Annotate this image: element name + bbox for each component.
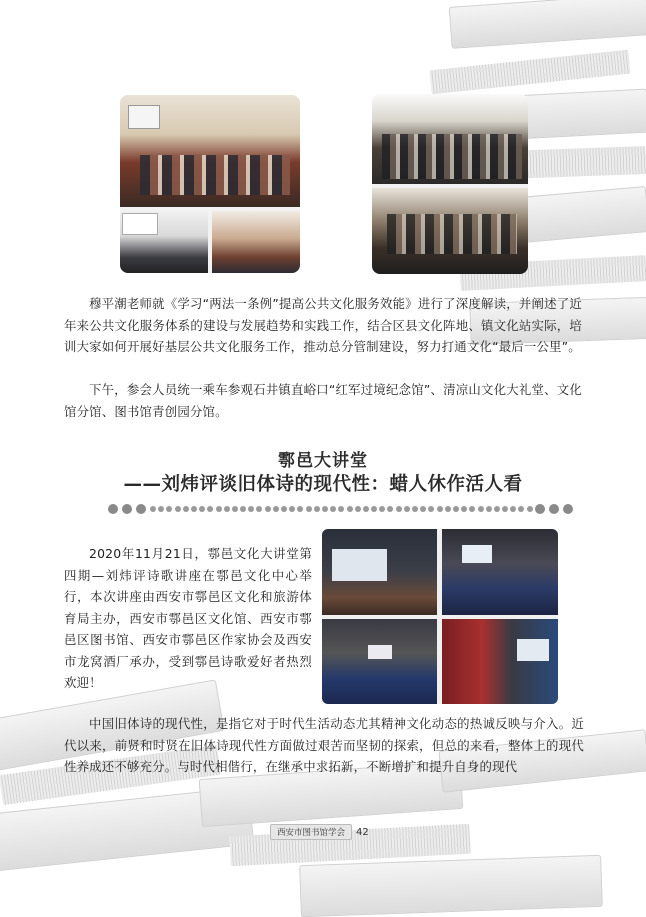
section-subtitle: ——刘炜评谈旧体诗的现代性：蜡人休作活人看 (123, 474, 523, 495)
section2-paragraph-1: 2020年11月21日，鄠邑文化大讲堂第四期—刘炜评诗歌讲座在鄠邑文化中心举行，本次讲座由西安市鄠邑区文化和旅游体育局主办，西安市鄠邑区文化馆、西安市鄠邑区图书馆、西安市鄠邑区作家协会及西安市龙窝酒厂承办，受到鄠邑诗歌爱好者热烈欢迎！ (64, 546, 312, 690)
section1-paragraph-1: 穆平潮老师就《学习“两法一条例”提高公共文化服务效能》进行了深度解读，并阐述了近年来公共文化服务体系的建设与发展趋势和实践工作，结合区县文化阵地、镇文化站实际，培训大家如何开展好基层公共文化服务工作，推动总分管制建设，努力打通文化“最后一公里”。 (64, 296, 582, 354)
decorative-dot-divider (108, 503, 538, 515)
section1-paragraph-2: 下午，参会人员统一乘车参观石井镇直峪口“红军过境纪念馆”、清凉山文化大礼堂、文化馆分馆、图书馆青创园分馆。 (64, 382, 582, 419)
page-number: 42 (356, 826, 369, 838)
lecture-photo-collage (322, 529, 558, 704)
museum-visit-photo-collage (372, 94, 528, 274)
section-title: 鄠邑大讲堂 (278, 451, 368, 471)
section2-paragraph-2: 中国旧体诗的现代性，是指它对于时代生活动态尤其精神文化动态的热诚反映与介入。近代以来，前贤和时贤在旧体诗现代性方面做过艰苦而坚韧的探索，但总的来看，整体上的现代性养成还不够充分。与时代相偕行，在继承中求拓新，不断增扩和提升自身的现代 (64, 716, 584, 774)
training-meeting-photo-collage (120, 95, 300, 273)
page-footer (270, 824, 369, 840)
publication-name: 西安市图书馆学会 (270, 824, 352, 840)
